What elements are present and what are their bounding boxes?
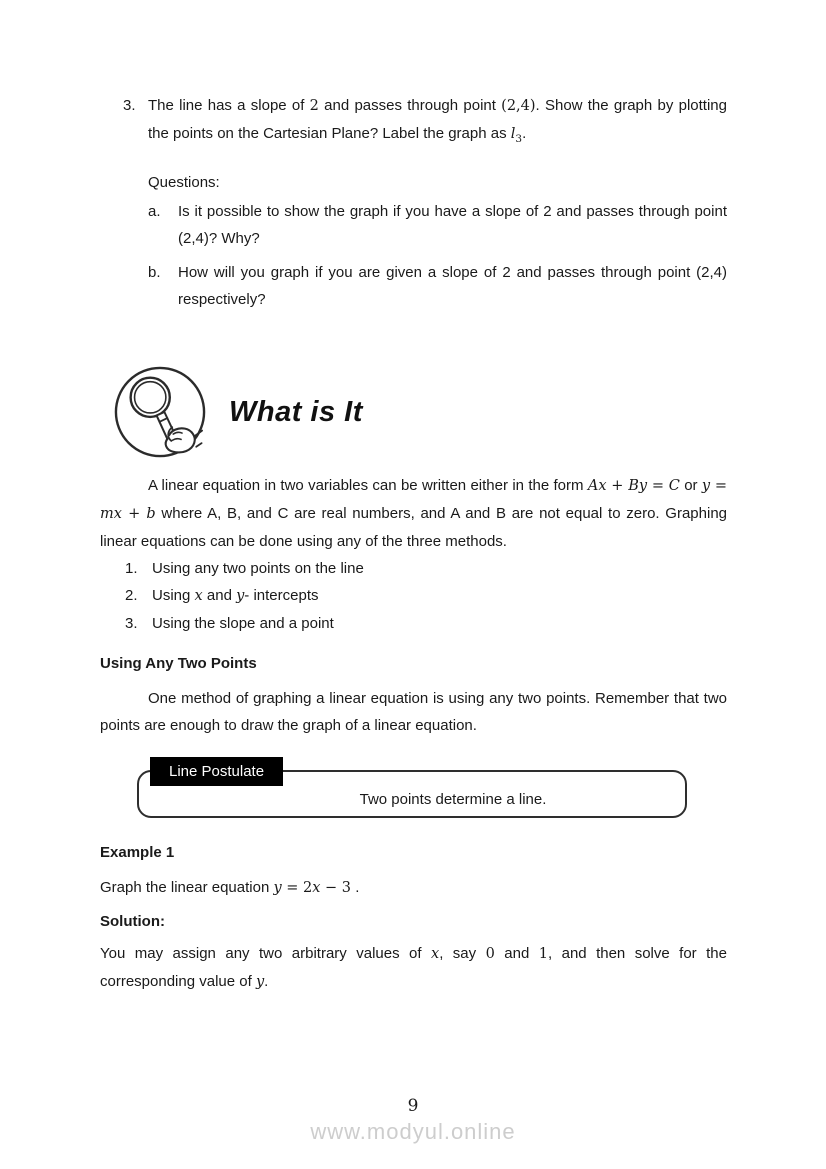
item-text: Using the slope and a point xyxy=(152,615,334,632)
text-run: and xyxy=(202,587,237,604)
math-subscript: 3 xyxy=(515,133,523,145)
text-run: Graph the linear equation xyxy=(100,879,274,896)
text-run: where A, B, and C are real numbers, and A and B are not equal to zero. Graphing linear equations can be done using any of the three methods. xyxy=(100,505,728,550)
item-number: 3. xyxy=(125,615,138,632)
math-run: (2,4) xyxy=(501,98,536,114)
text-run: . xyxy=(351,879,360,896)
postulate-label: Line Postulate xyxy=(150,757,283,786)
math-run: = 2 xyxy=(281,880,313,896)
intro-paragraph xyxy=(100,472,727,555)
math-run: C xyxy=(668,478,680,494)
question-a xyxy=(148,198,727,252)
question-letter: b. xyxy=(148,264,161,281)
list-item xyxy=(125,610,727,637)
text-run: . xyxy=(522,125,527,142)
methods-list xyxy=(125,555,727,637)
text-run: The line has a slope of xyxy=(148,97,310,114)
numbered-item-3 xyxy=(123,92,727,153)
math-run: By xyxy=(628,478,648,494)
watermark-text: www.modyul.online xyxy=(310,1119,516,1144)
page-footer xyxy=(0,1096,826,1144)
math-run: 2 xyxy=(309,98,319,114)
text-run: Using xyxy=(152,587,195,604)
list-item xyxy=(125,555,727,582)
text-run: and xyxy=(494,945,539,962)
example-equation-line xyxy=(100,874,727,902)
question-b xyxy=(148,259,727,313)
math-run: Ax xyxy=(587,478,607,494)
math-run: 1 xyxy=(538,946,548,962)
example-heading: Example 1 xyxy=(100,844,175,861)
math-run: y xyxy=(236,588,245,604)
text-run: , say xyxy=(439,945,486,962)
math-run: mx xyxy=(100,506,122,522)
math-run: y xyxy=(255,974,265,990)
text-run: - intercepts xyxy=(244,587,319,604)
list-item xyxy=(125,582,727,610)
text-run: , and then solve for the corresponding value of xyxy=(100,945,727,990)
magnifier-hand-icon xyxy=(113,365,207,459)
question-text: Is it possible to show the graph if you have a slope of 2 and passes through point (2,4)? Why? xyxy=(178,203,727,247)
solution-paragraph xyxy=(100,940,727,996)
math-run: x xyxy=(431,946,440,962)
math-run: = xyxy=(710,478,727,494)
math-run: + xyxy=(606,478,629,494)
postulate-callout xyxy=(137,757,687,818)
math-run: l xyxy=(510,126,516,142)
item-number: 3. xyxy=(123,97,136,114)
math-run: y xyxy=(701,478,711,494)
question-text: How will you graph if you are given a slope of 2 and passes through point (2,4) respectively? xyxy=(178,264,727,308)
subsection-heading: Using Any Two Points xyxy=(100,655,257,672)
what-is-it-banner xyxy=(113,365,727,459)
math-run: x xyxy=(312,880,321,896)
text-run: . Show the graph by plotting the points on the Cartesian Plane? Label the graph as xyxy=(148,97,727,142)
solution-label: Solution: xyxy=(100,913,165,930)
subsection-paragraph: One method of graphing a linear equation is using any two points. Remember that two points are enough to draw the graph of a linear equation. xyxy=(100,690,727,734)
text-run: and passes through point xyxy=(318,97,502,114)
math-run: = xyxy=(647,478,669,494)
math-run: − 3 xyxy=(320,880,352,896)
math-run: b xyxy=(146,506,156,522)
page-number: 9 xyxy=(407,1096,419,1116)
item-text: Using any two points on the line xyxy=(152,560,364,577)
math-run: 0 xyxy=(485,946,495,962)
question-letter: a. xyxy=(148,203,161,220)
math-run: x xyxy=(194,588,203,604)
item-number: 1. xyxy=(125,560,138,577)
item-text xyxy=(152,582,319,610)
questions-label: Questions: xyxy=(148,174,220,191)
item-number: 2. xyxy=(125,587,138,604)
text-run: A linear equation in two variables can be written either in the form xyxy=(148,477,588,494)
item-text xyxy=(148,92,727,153)
math-run: + xyxy=(121,506,147,522)
text-run: . xyxy=(264,973,269,990)
section-title: What is It xyxy=(229,395,363,428)
text-run: or xyxy=(679,477,702,494)
postulate-text: Two points determine a line. xyxy=(359,790,547,808)
math-run: y xyxy=(273,880,282,896)
text-run: You may assign any two arbitrary values of xyxy=(100,945,431,962)
